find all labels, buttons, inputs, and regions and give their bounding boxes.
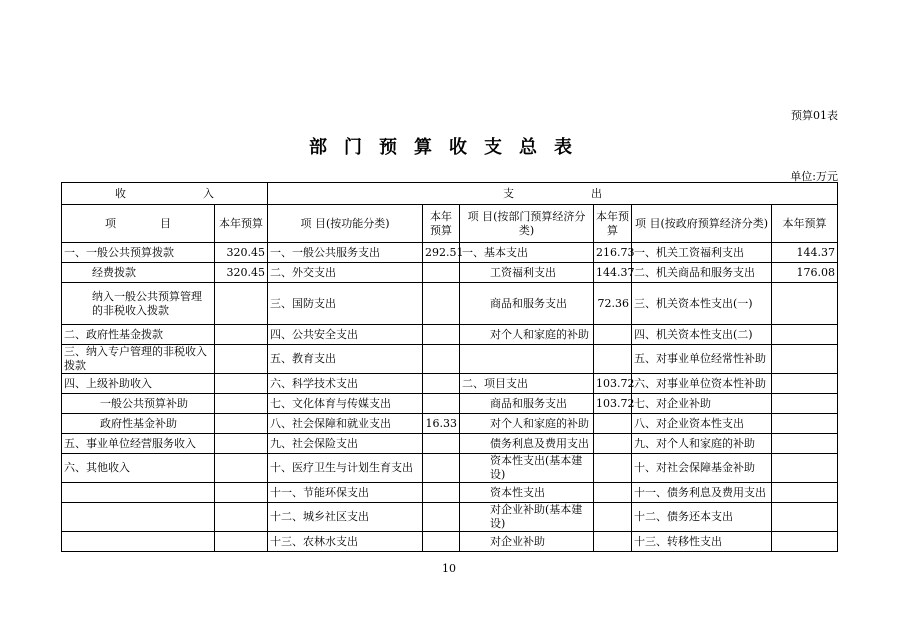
func-amount-cell xyxy=(423,394,460,414)
income-amount-cell xyxy=(215,325,268,345)
income-amount-cell: 320.45 xyxy=(215,243,268,263)
dept-econ-amount-cell xyxy=(594,434,632,454)
func-item-header: 项 目(按功能分类) xyxy=(268,205,423,243)
dept-econ-item-cell: 二、项目支出 xyxy=(460,374,594,394)
table-row xyxy=(62,325,838,345)
table-code: 预算01表 xyxy=(791,109,838,122)
dept-econ-item-cell: 一、基本支出 xyxy=(460,243,594,263)
func-item-cell: 八、社会保障和就业支出 xyxy=(268,414,423,434)
dept-econ-item-cell: 对企业补助 xyxy=(460,532,594,552)
gov-econ-amount-cell xyxy=(772,532,838,552)
dept-econ-amount-cell: 216.73 xyxy=(594,243,632,263)
table-row xyxy=(62,283,838,325)
gov-econ-amount-cell xyxy=(772,414,838,434)
dept-econ-item-cell: 债务利息及费用支出 xyxy=(460,434,594,454)
income-item-header: 项 目 xyxy=(62,205,215,243)
income-item-cell: 一般公共预算补助 xyxy=(62,394,215,414)
gov-econ-amount-cell xyxy=(772,374,838,394)
gov-econ-amount-cell xyxy=(772,394,838,414)
dept-econ-item-header: 项 目(按部门预算经济分类) xyxy=(460,205,594,243)
gov-econ-item-cell: 六、对事业单位资本性补助 xyxy=(632,374,772,394)
table-row xyxy=(62,394,838,414)
func-amount-cell xyxy=(423,283,460,325)
dept-econ-amount-cell xyxy=(594,503,632,532)
income-amount-cell xyxy=(215,394,268,414)
gov-econ-item-cell: 二、机关商品和服务支出 xyxy=(632,263,772,283)
income-amount-header: 本年预算 xyxy=(215,205,268,243)
gov-econ-item-cell: 八、对企业资本性支出 xyxy=(632,414,772,434)
func-item-cell: 七、文化体育与传媒支出 xyxy=(268,394,423,414)
table-row xyxy=(62,374,838,394)
table-row xyxy=(62,414,838,434)
table-body xyxy=(62,243,838,552)
income-item-cell: 纳入一般公共预算管理的非税收入拨款 xyxy=(62,283,215,325)
dept-econ-amount-cell xyxy=(594,454,632,483)
unit-label: 单位:万元 xyxy=(790,170,838,183)
func-amount-cell xyxy=(423,434,460,454)
func-item-cell: 十一、节能环保支出 xyxy=(268,483,423,503)
gov-econ-item-header: 项 目(按政府预算经济分类) xyxy=(632,205,772,243)
income-item-cell: 三、纳入专户管理的非税收入拨款 xyxy=(62,345,215,374)
dept-econ-item-cell: 工资福利支出 xyxy=(460,263,594,283)
dept-econ-item-cell xyxy=(460,345,594,374)
func-amount-cell xyxy=(423,532,460,552)
dept-econ-amount-cell: 103.72 xyxy=(594,394,632,414)
dept-econ-item-cell: 商品和服务支出 xyxy=(460,394,594,414)
income-item-cell xyxy=(62,532,215,552)
gov-econ-amount-cell: 144.37 xyxy=(772,243,838,263)
income-amount-cell xyxy=(215,414,268,434)
gov-econ-amount-cell: 176.08 xyxy=(772,263,838,283)
gov-econ-item-cell: 九、对个人和家庭的补助 xyxy=(632,434,772,454)
gov-econ-amount-cell xyxy=(772,325,838,345)
dept-econ-item-cell: 商品和服务支出 xyxy=(460,283,594,325)
dept-econ-item-cell: 资本性支出(基本建设) xyxy=(460,454,594,483)
gov-econ-amount-cell xyxy=(772,454,838,483)
gov-econ-item-cell: 十、对社会保障基金补助 xyxy=(632,454,772,483)
income-item-cell xyxy=(62,483,215,503)
income-item-cell: 四、上级补助收入 xyxy=(62,374,215,394)
income-item-cell: 五、事业单位经营服务收入 xyxy=(62,434,215,454)
income-item-cell: 六、其他收入 xyxy=(62,454,215,483)
func-amount-cell xyxy=(423,454,460,483)
income-amount-cell xyxy=(215,283,268,325)
gov-econ-amount-cell xyxy=(772,283,838,325)
gov-econ-item-cell: 五、对事业单位经常性补助 xyxy=(632,345,772,374)
gov-econ-item-cell: 七、对企业补助 xyxy=(632,394,772,414)
gov-econ-item-cell: 一、机关工资福利支出 xyxy=(632,243,772,263)
dept-econ-amount-cell: 72.36 xyxy=(594,283,632,325)
income-group-header: 收 入 xyxy=(62,183,268,205)
table-row xyxy=(62,345,838,374)
dept-econ-amount-cell xyxy=(594,414,632,434)
income-amount-cell xyxy=(215,345,268,374)
income-item-cell: 一、一般公共预算拨款 xyxy=(62,243,215,263)
table-row xyxy=(62,434,838,454)
table-row xyxy=(62,503,838,532)
func-amount-cell xyxy=(423,374,460,394)
func-item-cell: 十二、城乡社区支出 xyxy=(268,503,423,532)
func-item-cell: 二、外交支出 xyxy=(268,263,423,283)
func-item-cell: 三、国防支出 xyxy=(268,283,423,325)
dept-econ-amount-cell: 103.72 xyxy=(594,374,632,394)
gov-econ-item-cell: 十一、债务利息及费用支出 xyxy=(632,483,772,503)
func-item-cell: 一、一般公共服务支出 xyxy=(268,243,423,263)
income-item-cell: 政府性基金补助 xyxy=(62,414,215,434)
func-item-cell: 六、科学技术支出 xyxy=(268,374,423,394)
gov-econ-amount-header: 本年预算 xyxy=(772,205,838,243)
income-item-cell xyxy=(62,503,215,532)
func-amount-cell: 292.51 xyxy=(423,243,460,263)
func-amount-cell xyxy=(423,325,460,345)
gov-econ-amount-cell xyxy=(772,503,838,532)
func-amount-header: 本年预算 xyxy=(423,205,460,243)
gov-econ-item-cell: 四、机关资本性支出(二) xyxy=(632,325,772,345)
table-header xyxy=(62,183,838,243)
income-amount-cell xyxy=(215,454,268,483)
page-number: 10 xyxy=(442,562,456,575)
gov-econ-amount-cell xyxy=(772,345,838,374)
dept-econ-item-cell: 对个人和家庭的补助 xyxy=(460,414,594,434)
gov-econ-amount-cell xyxy=(772,483,838,503)
func-amount-cell: 16.33 xyxy=(423,414,460,434)
expense-group-header: 支 出 xyxy=(268,183,838,205)
dept-econ-item-cell: 对个人和家庭的补助 xyxy=(460,325,594,345)
dept-econ-item-cell: 对企业补助(基本建设) xyxy=(460,503,594,532)
func-item-cell: 五、教育支出 xyxy=(268,345,423,374)
dept-econ-amount-header: 本年预算 xyxy=(594,205,632,243)
gov-econ-item-cell: 三、机关资本性支出(一) xyxy=(632,283,772,325)
dept-econ-item-cell: 资本性支出 xyxy=(460,483,594,503)
income-amount-cell: 320.45 xyxy=(215,263,268,283)
func-amount-cell xyxy=(423,483,460,503)
func-item-cell: 九、社会保险支出 xyxy=(268,434,423,454)
gov-econ-item-cell: 十二、债务还本支出 xyxy=(632,503,772,532)
income-item-cell: 经费拨款 xyxy=(62,263,215,283)
page-title: 部门预算收支总表 xyxy=(309,137,589,158)
table-row xyxy=(62,263,838,283)
income-amount-cell xyxy=(215,434,268,454)
income-amount-cell xyxy=(215,483,268,503)
dept-econ-amount-cell: 144.37 xyxy=(594,263,632,283)
func-item-cell: 十、医疗卫生与计划生育支出 xyxy=(268,454,423,483)
func-amount-cell xyxy=(423,503,460,532)
income-item-cell: 二、政府性基金拨款 xyxy=(62,325,215,345)
func-item-cell: 十三、农林水支出 xyxy=(268,532,423,552)
dept-econ-amount-cell xyxy=(594,483,632,503)
dept-econ-amount-cell xyxy=(594,345,632,374)
dept-econ-amount-cell xyxy=(594,532,632,552)
gov-econ-amount-cell xyxy=(772,434,838,454)
table-row xyxy=(62,483,838,503)
table-row xyxy=(62,243,838,263)
table-row xyxy=(62,454,838,483)
table-row xyxy=(62,532,838,552)
income-amount-cell xyxy=(215,503,268,532)
func-item-cell: 四、公共安全支出 xyxy=(268,325,423,345)
budget-summary-table xyxy=(61,182,838,552)
dept-econ-amount-cell xyxy=(594,325,632,345)
func-amount-cell xyxy=(423,263,460,283)
gov-econ-item-cell: 十三、转移性支出 xyxy=(632,532,772,552)
func-amount-cell xyxy=(423,345,460,374)
income-amount-cell xyxy=(215,374,268,394)
income-amount-cell xyxy=(215,532,268,552)
